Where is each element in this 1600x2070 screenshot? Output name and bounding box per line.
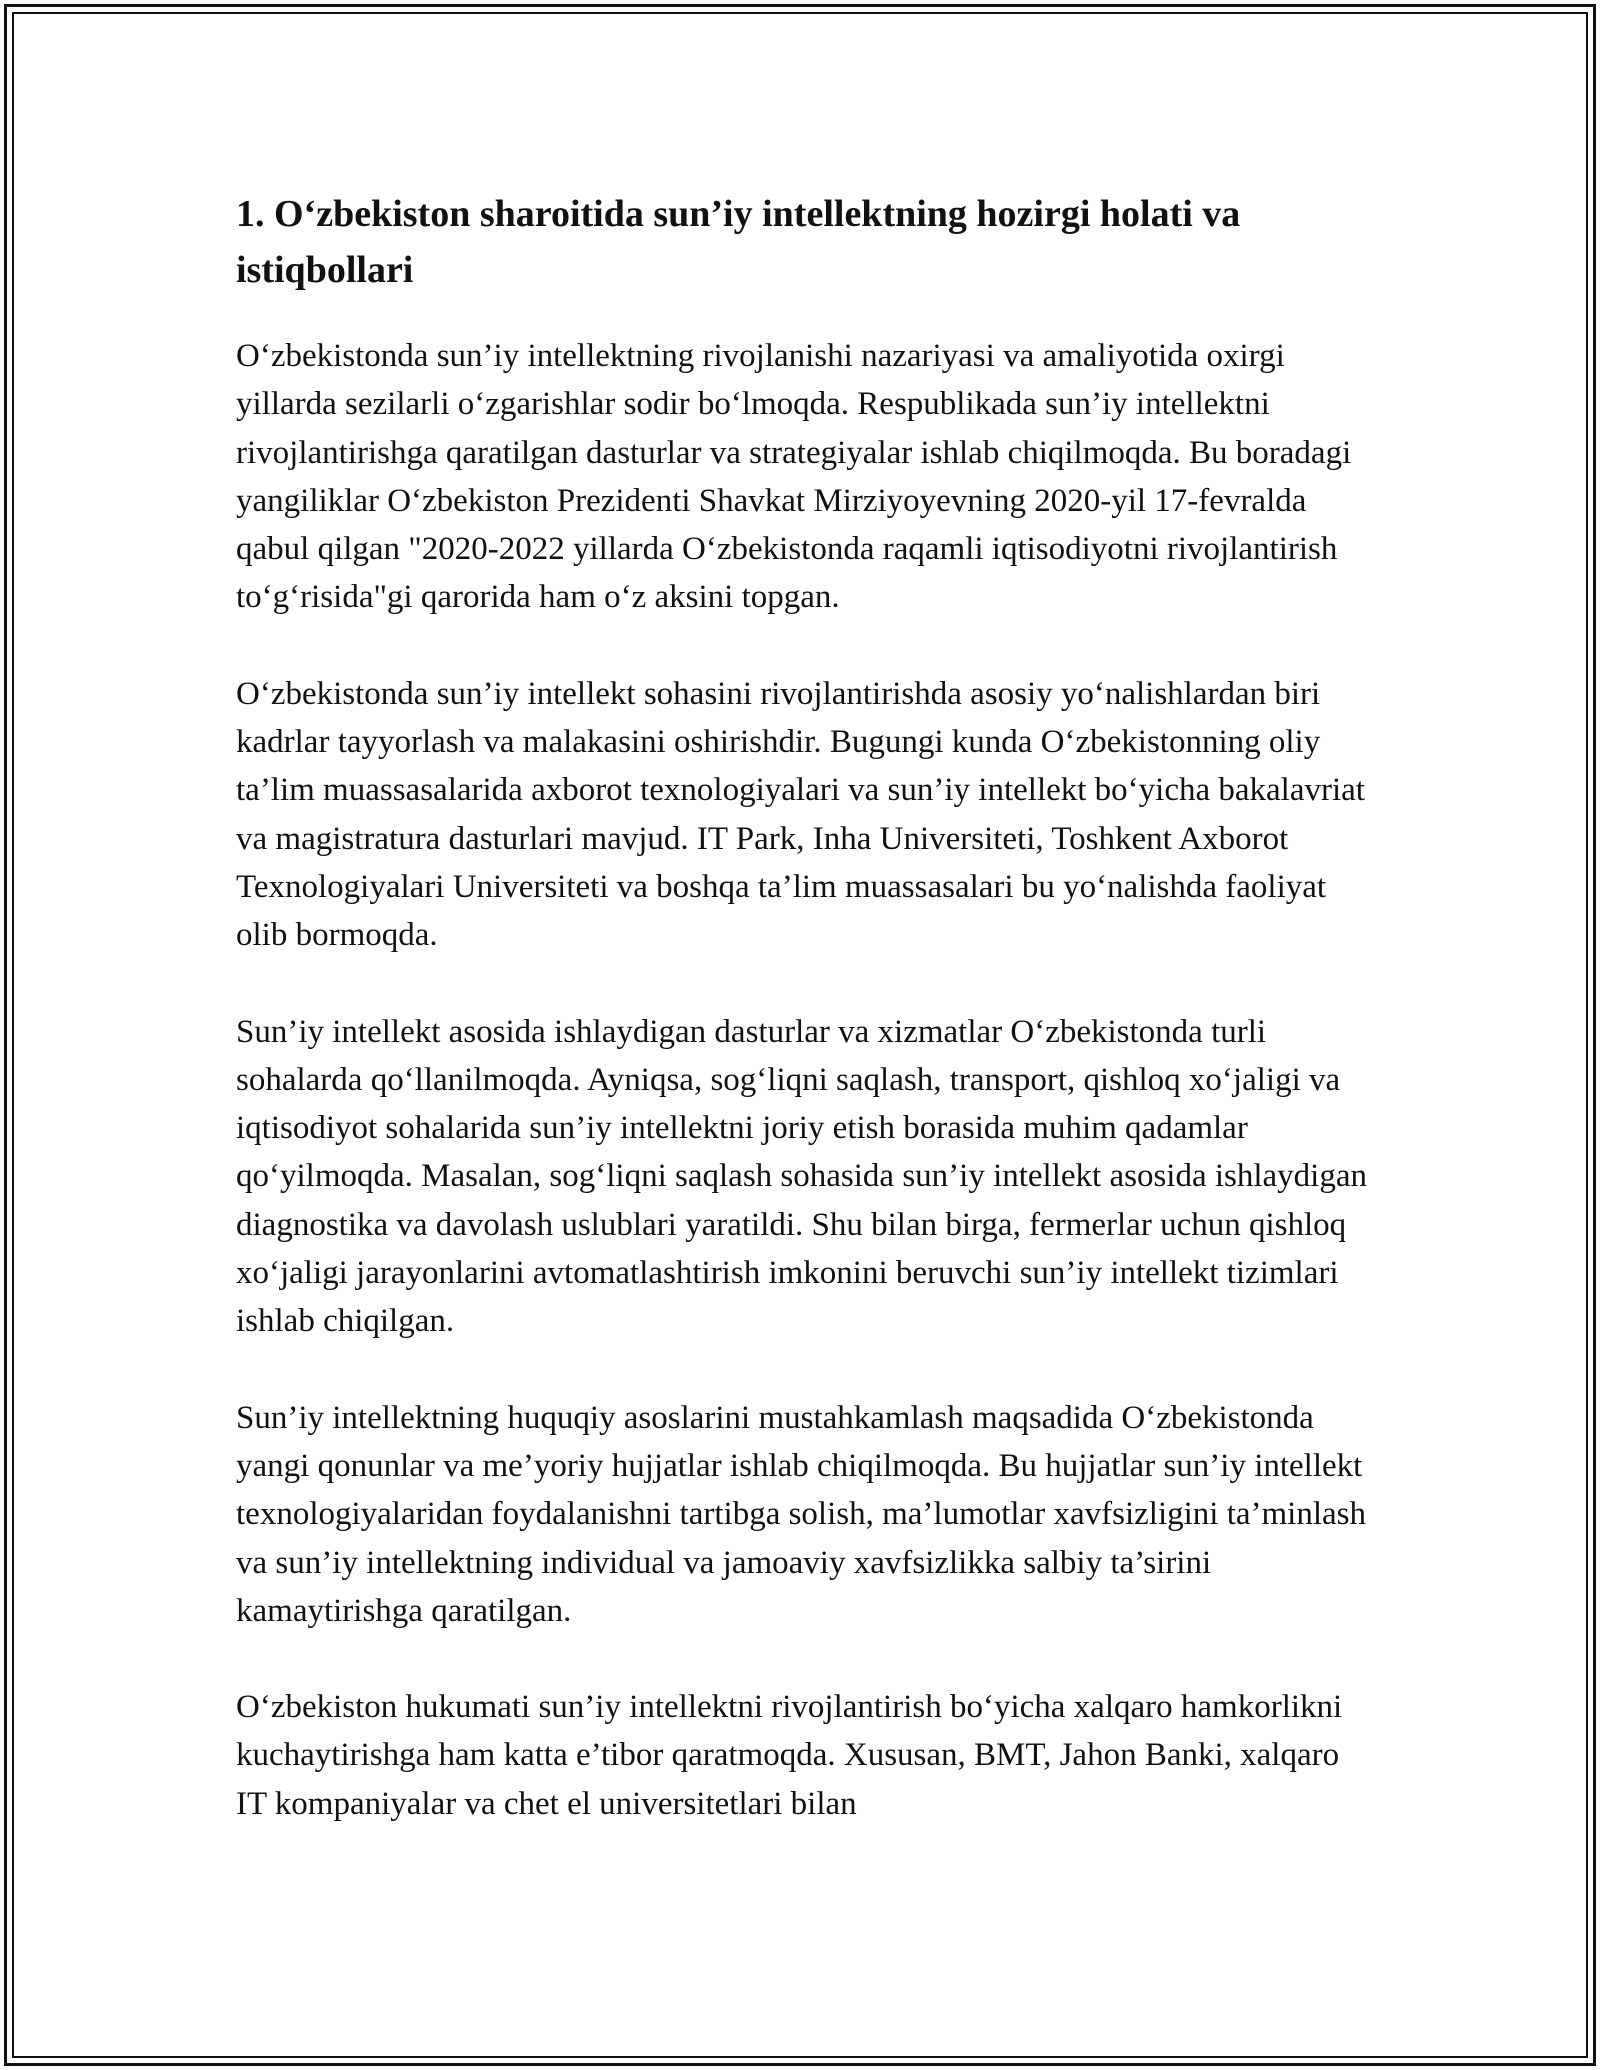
paragraph-5: O‘zbekiston hukumati sun’iy intellektni rivojlantirish bo‘yicha xalqaro hamkorlikni kuchaytirishga ham katta e’tibor qaratmoqda. Xususan, BMT, Jahon Banki, xalqaro IT kompaniyalar va chet el universitetlari bilan — [236, 1689, 1343, 1822]
paragraph-4: Sun’iy intellektning huquqiy asoslarini mustahkamlash maqsadida O‘zbekistonda yangi qonunlar va me’yoriy hujjatlar ishlab chiqilmoqda. Bu hujjatlar sun’iy intellekt texnologiyalaridan foydalanishni tartibga solish, ma’lumotlar xavfsizligini ta’minlash va sun’iy intellektning individual va jamoaviy xavfsizlikka salbiy ta’sirini kamaytirishga qaratilgan. — [236, 1399, 1366, 1629]
section-heading: 1. O‘zbekiston sharoitida sun’iy intellektning hozirgi holati va istiqbollari — [236, 193, 1241, 291]
paragraph-1: O‘zbekistonda sun’iy intellektning rivojlanishi nazariyasi va amaliyotida oxirgi yillarda sezilarli o‘zgarishlar sodir bo‘lmoqda. Respublikada sun’iy intellektni rivojlantirishga qaratilgan dasturlar va strategiyalar ishlab chiqilmoqda. Bu boradagi yangiliklar O‘zbekiston Prezidenti Shavkat Mirziyoyevning 2020-yil 17-fevralda qabul qilgan "2020-2022 yillarda O‘zbekistonda raqamli iqtisodiyotni rivojlantirish to‘g‘risida"gi qarorida ham o‘z aksini topgan. — [236, 338, 1352, 616]
document-body — [236, 186, 1376, 1876]
paragraph-3: Sun’iy intellekt asosida ishlaydigan dasturlar va xizmatlar O‘zbekistonda turli sohalarda qo‘llanilmoqda. Ayniqsa, sog‘liqni saqlash, transport, qishloq xo‘jaligi va iqtisodiyot sohalarida sun’iy intellektni joriy etish borasida muhim qadamlar qo‘yilmoqda. Masalan, sog‘liqni saqlash sohasida sun’iy intellekt asosida ishlaydigan diagnostika va davolash uslublari yaratildi. Shu bilan birga, fermerlar uchun qishloq xo‘jaligi jarayonlarini avtomatlashtirish imkonini beruvchi sun’iy intellekt tizimlari ishlab chiqilgan. — [236, 1013, 1367, 1340]
paragraph-2: O‘zbekistonda sun’iy intellekt sohasini rivojlantirishda asosiy yo‘nalishlardan biri kadrlar tayyorlash va malakasini oshirishdir. Bugungi kunda O‘zbekistonning oliy ta’lim muassasalarida axborot texnologiyalari va sun’iy intellekt bo‘yicha bakalavriat va magistratura dasturlari mavjud. IT Park, Inha Universiteti, Toshkent Axborot Texnologiyalari Universiteti va boshqa ta’lim muassasalari bu yo‘nalishda faoliyat olib bormoqda. — [236, 675, 1365, 954]
